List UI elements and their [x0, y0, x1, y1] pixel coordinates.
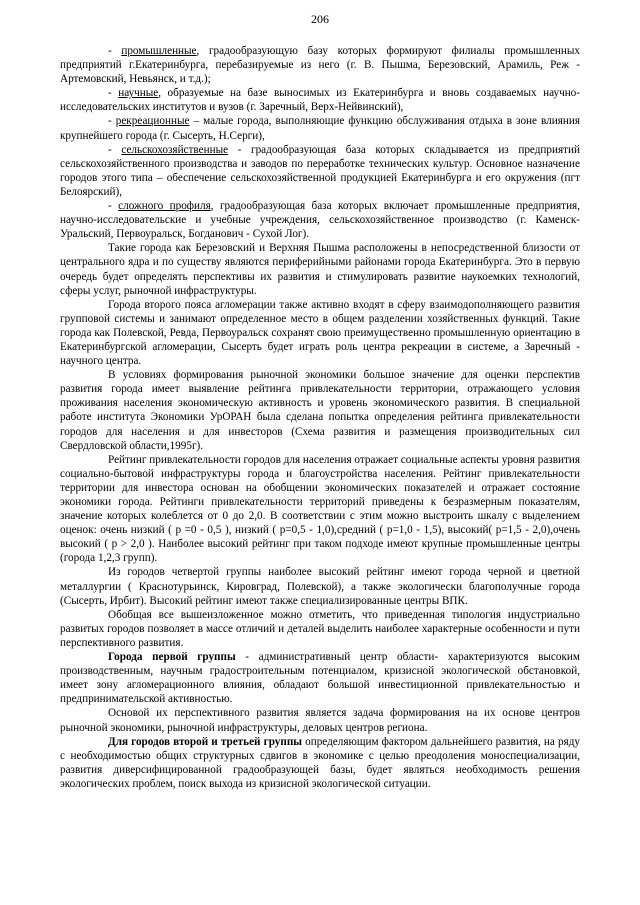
paragraph: Рейтинг привлекательности городов для населения отражает социальные аспекты уровня развития социально-бытовой инфраструктуры города и благоустройства населения. Рейтинг привлекательности территории для инвестора основан на обобщении экономических показателей и отражает состояние экономики города. Рейтинги привлекательности территорий приведены к безразмерным показателям, значение которых колеблется от 0 до 2,0. В соответствии с этим можно выстроить шкалу с выделением оценок: очень низкий ( р =0 - 0,5 ), низкий ( р=0,5 - 1,0),средний ( р=1,0 - 1,5), высокий( р=1,5 - 2,0),очень высокий ( р > 2,0 ). Наиболее высокий рейтинг при таком подходе имеют крупные промышленные центры (города 1,2,3 групп).: [60, 453, 580, 565]
paragraph: В условиях формирования рыночной экономики большое значение для оценки перспектив развития города имеет выявление рейтинга привлекательности территории, отражающего условия проживания населения экономическую активность и уровень экономического развития. В специальной работе института Экономики УрОРАН была сделана попытка определения рейтинга привлекательности городов для населения и для инвесторов (Схема развития и размещения производительных сил Свердловской области,1995г).: [60, 369, 580, 452]
paragraph: - рекреационные – малые города, выполняющие функцию обслуживания отдыха в зоне влияния крупнейшего города (г. Сысерть, Н.Серги),: [60, 115, 580, 142]
paragraph: Для городов второй и третьей группы определяющим фактором дальнейшего развития, на ряду с необходимостью общих структурных сдвигов в экономике с целью преодоления моноспециализации, развития диверсифицированной градообразующей базы, будет являться необходимость решения экологических проблем, поиск выхода из кризисной экологической ситуации.: [60, 735, 580, 790]
document-body: [60, 44, 580, 791]
paragraph: Основой их перспективного развития является задача формирования на их основе центров рыночной экономики, рыночной инфраструктуры, деловых центров региона.: [60, 707, 580, 734]
paragraph: Города второго пояса агломерации также активно входят в сферу взаимодополняющего развития групповой системы и занимают определенное место в общем разделении хозяйственных функций. Такие города как Полевской, Ревда, Первоуральск сохранят свою преимущественно промышленную ориентацию в Екатеринбургской агломерации, Сысерть будет играть роль центра рекреации в системе, а Заречный - научного центра.: [60, 298, 580, 368]
paragraph: - сложного профиля, градообразующая база которых включает промышленные предприятия, научно-исследовательские и учебные учреждения, сельскохозяйственное производство (г. Каменск-Уральский, Первоуральск, Богданович - Сухой Лог).: [60, 200, 581, 241]
paragraph: Из городов четвертой группы наиболее высокий рейтинг имеют города черной и цветной металлургии ( Краснотурьинск, Кировград, Полевской), а также экологически благополучные города (Сысерть, Ирбит). Высокий рейтинг имеют также специализированные центры ВПК.: [60, 566, 580, 607]
page-number: 206: [311, 12, 329, 26]
paragraph: Обобщая все вышеизложенное можно отметить, что приведенная типология индустриально развитых городов позволяет в массе отличий и деталей выделить наиболее характерные особенности и пути перспективного развития.: [60, 608, 580, 649]
paragraph: - сельскохозяйственные - градообразующая база которых складывается из предприятий сельскохозяйственного производства и заводов по переработке технических культур. Основное назначение городов этого типа – обеспечение сельскохозяйственной продукцией Екатеринбурга и его окружения (пгт Белоярский),: [60, 143, 580, 198]
paragraph: - научные, образуемые на базе выносимых из Екатеринбурга и вновь создаваемых научно-исследовательских институтов и вузов (г. Заречный, Верх-Нейвинский),: [60, 87, 580, 114]
paragraph: Города первой группы - административный центр области- характеризуются высоким производственным, научным градостроительным потенциалом, кризисной экологической обстановкой, имеет зону агломерационного влияния, обладают большой инвестиционной привлекательностью и предпринимательской активностью.: [60, 651, 580, 706]
paragraph: - промышленные, градообразующую базу которых формируют филиалы промышленных предприятий г.Екатеринбурга, перебазируемые из него (г. В. Пышма, Березовский, Арамиль, Реж - Артемовский, Невьянск, и т.д.);: [60, 45, 580, 86]
paragraph: Такие города как Березовский и Верхняя Пышма расположены в непосредственной близости от центрального ядра и по существу являются периферийными районами города Екатеринбурга. Это в первую очередь будет определять перспективы их развития и стимулировать развитие наукоемких технологий, сферы услуг, рыночной инфраструктуры.: [60, 242, 580, 297]
